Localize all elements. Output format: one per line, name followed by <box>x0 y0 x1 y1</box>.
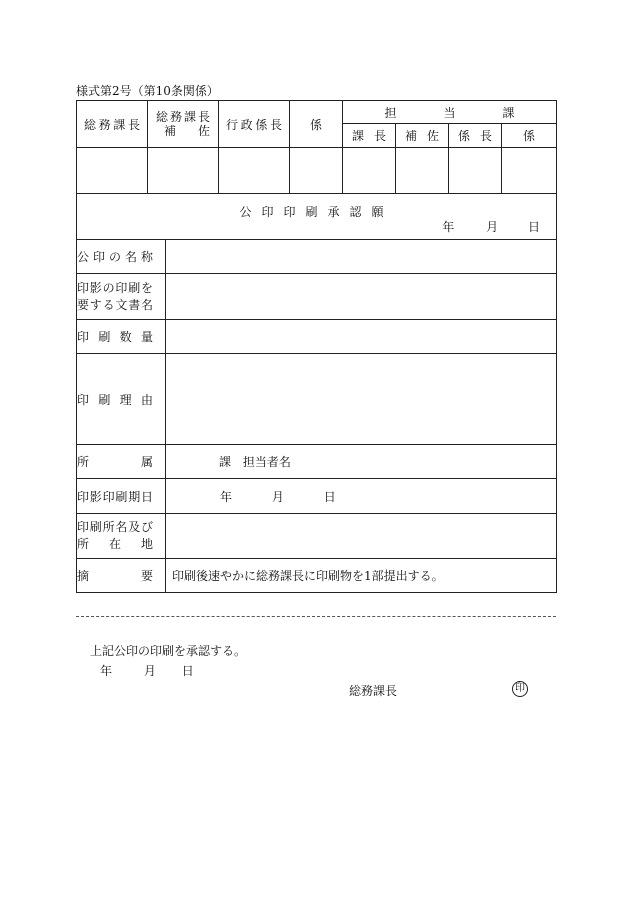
affiliation-dept-label: 課 <box>219 455 232 469</box>
approval-stamp-table <box>76 100 557 194</box>
approval-subheader-staff: 係 <box>502 124 557 148</box>
field-print-quantity[interactable] <box>166 320 557 354</box>
stamp-box[interactable] <box>396 148 449 194</box>
cut-line-divider <box>76 616 556 617</box>
application-form-table <box>76 193 557 593</box>
approval-subheader-section-chief: 係長 <box>449 124 502 148</box>
label-print-period: 印影印刷期日 <box>77 479 166 514</box>
approval-header-admin-section-chief: 行政係長 <box>219 101 290 148</box>
approval-subheader-assistant: 補佐 <box>396 124 449 148</box>
label-affiliation: 所属 <box>77 445 166 479</box>
field-document-name[interactable] <box>166 274 557 320</box>
approval-date: 年 月 日 <box>100 664 194 678</box>
field-printer-name-address[interactable] <box>166 514 557 559</box>
approval-header-staff: 係 <box>290 101 343 148</box>
stamp-box[interactable] <box>77 148 148 194</box>
field-seal-name[interactable] <box>166 240 557 274</box>
label-printer-name-address: 印刷所名及び 所在地 <box>77 514 166 559</box>
approval-header-general-affairs-chief: 総務課長 <box>77 101 148 148</box>
summary-text: 印刷後速やかに総務課長に印刷物を1部提出する。 <box>166 559 557 593</box>
field-affiliation[interactable] <box>166 445 557 479</box>
seal-mark-icon: 印 <box>512 681 528 697</box>
application-title-cell <box>77 194 557 240</box>
application-title: 公印印刷承認願 <box>239 205 394 219</box>
approval-statement: 上記公印の印刷を承認する。 <box>90 644 247 658</box>
field-print-period[interactable]: 年 月 日 <box>166 479 557 514</box>
form-number-title: 様式第2号（第10条関係） <box>76 84 219 98</box>
field-print-reason[interactable] <box>166 354 557 445</box>
stamp-box[interactable] <box>449 148 502 194</box>
approval-header-chief-assistant: 総務課長 補佐 <box>148 101 219 148</box>
stamp-box[interactable] <box>343 148 396 194</box>
approval-subheader-dept-chief: 課長 <box>343 124 396 148</box>
label-print-quantity: 印刷数量 <box>77 320 166 354</box>
stamp-box[interactable] <box>502 148 557 194</box>
signer-title: 総務課長 <box>349 684 398 698</box>
label-document-name: 印影の印刷を 要する文書名 <box>77 274 166 320</box>
approval-header-responsible-dept: 担当課 <box>343 101 557 124</box>
stamp-box[interactable] <box>219 148 290 194</box>
application-date: 年 月 日 <box>442 220 540 234</box>
stamp-box[interactable] <box>290 148 343 194</box>
label-print-reason: 印刷理由 <box>77 354 166 445</box>
label-seal-name: 公印の名称 <box>77 240 166 274</box>
stamp-box[interactable] <box>148 148 219 194</box>
label-summary: 摘要 <box>77 559 166 593</box>
affiliation-person-label: 担当者名 <box>242 455 291 469</box>
